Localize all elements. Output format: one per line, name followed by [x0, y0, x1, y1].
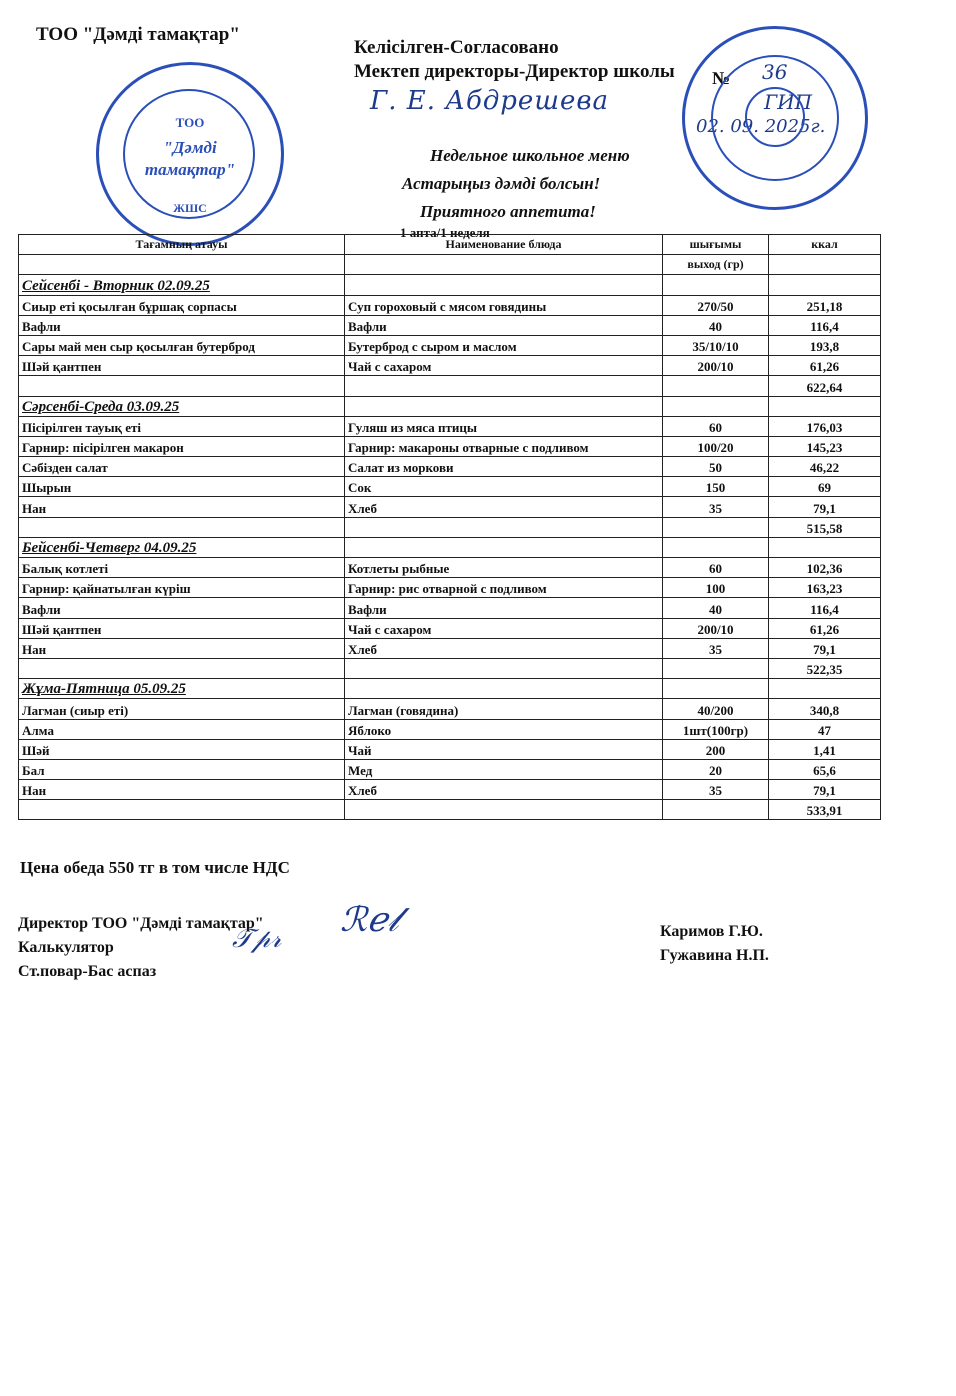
dish-kcal: 79,1 [769, 497, 881, 517]
header-kcal: ккал [769, 235, 881, 255]
role-director: Директор ТОО "Дәмді тамақтар" [18, 915, 264, 932]
empty-cell [663, 679, 769, 699]
director-signature: ℛℯ𝓁 [340, 900, 399, 940]
dish-kcal: 46,22 [769, 457, 881, 477]
empty-cell [345, 679, 663, 699]
seal-emblem-icon [745, 87, 805, 147]
handwritten-date: 02. 09. 2025г. [696, 116, 826, 137]
empty-cell [663, 537, 769, 557]
handwritten-doc: ГИП [764, 90, 813, 114]
day-header-row [19, 679, 881, 699]
dish-portion: 100 [663, 578, 769, 598]
school-director-signature: Г. Е. Абдрешева [370, 86, 609, 116]
handwritten-number: 36 [762, 60, 788, 84]
empty-cell [345, 396, 663, 416]
dish-name-kz: Вафли [19, 315, 345, 335]
day-total-row [19, 658, 881, 678]
dish-name-kz: Шырын [19, 477, 345, 497]
empty-cell [663, 275, 769, 295]
table-row [19, 436, 881, 456]
name-director: Каримов Г.Ю. [660, 923, 763, 940]
dish-portion: 40/200 [663, 699, 769, 719]
empty-cell [769, 537, 881, 557]
dish-name-ru: Хлеб [345, 638, 663, 658]
dish-portion: 100/20 [663, 436, 769, 456]
day-total-kcal: 515,58 [769, 517, 881, 537]
approval-number-label: № [712, 68, 731, 88]
day-total-kcal: 622,64 [769, 376, 881, 396]
dish-name-ru: Гарнир: макароны отварные с подливом [345, 436, 663, 456]
dish-portion: 35/10/10 [663, 335, 769, 355]
empty-cell [345, 376, 663, 396]
week-label: 1 апта/1 неделя [400, 225, 490, 240]
dish-portion: 40 [663, 598, 769, 618]
dish-kcal: 79,1 [769, 638, 881, 658]
menu-wish-kz: Астарыңыз дәмді болсын! [402, 174, 601, 193]
table-row [19, 638, 881, 658]
dish-name-kz: Нан [19, 780, 345, 800]
dish-name-kz: Балық котлеті [19, 558, 345, 578]
empty-cell [345, 517, 663, 537]
dish-name-kz: Шәй қантпен [19, 618, 345, 638]
empty-cell [663, 376, 769, 396]
dish-name-ru: Суп гороховый с мясом говядины [345, 295, 663, 315]
menu-table-body [19, 235, 881, 820]
dish-name-ru: Хлеб [345, 497, 663, 517]
dish-name-kz: Вафли [19, 598, 345, 618]
dish-name-kz: Шәй [19, 739, 345, 759]
dish-kcal: 1,41 [769, 739, 881, 759]
lunch-price: Цена обеда 550 тг в том числе НДС [20, 858, 290, 877]
table-row [19, 759, 881, 779]
approval-block [354, 36, 675, 84]
calculator-signature: 𝒯𝓅𝓇 [232, 924, 282, 954]
empty-cell [663, 800, 769, 820]
dish-name-ru: Чай с сахаром [345, 356, 663, 376]
stamp-top-text: ТОО [175, 115, 205, 130]
dish-kcal: 102,36 [769, 558, 881, 578]
dish-portion: 150 [663, 477, 769, 497]
table-row [19, 578, 881, 598]
table-row [19, 295, 881, 315]
empty-cell [19, 517, 345, 537]
dish-name-kz: Лагман (сиыр еті) [19, 699, 345, 719]
company-name: ТОО "Дәмді тамақтар" [36, 24, 240, 45]
school-seal-stamp [682, 26, 868, 210]
table-row [19, 598, 881, 618]
dish-kcal: 176,03 [769, 416, 881, 436]
empty-cell [345, 800, 663, 820]
dish-portion: 50 [663, 457, 769, 477]
header-name-ru: Наименование блюда [345, 235, 663, 255]
dish-portion: 35 [663, 638, 769, 658]
dish-portion: 200/10 [663, 356, 769, 376]
dish-kcal: 116,4 [769, 315, 881, 335]
dish-kcal: 116,4 [769, 598, 881, 618]
empty-cell [769, 679, 881, 699]
dish-name-ru: Салат из моркови [345, 457, 663, 477]
empty-cell [663, 396, 769, 416]
dish-portion: 270/50 [663, 295, 769, 315]
dish-kcal: 47 [769, 719, 881, 739]
dish-kcal: 193,8 [769, 335, 881, 355]
dish-name-kz: Нан [19, 638, 345, 658]
day-title: Жұма-Пятница 05.09.25 [19, 679, 345, 699]
dish-name-kz: Пісірілген тауық еті [19, 416, 345, 436]
dish-name-kz: Сәбізден салат [19, 457, 345, 477]
dish-name-ru: Вафли [345, 315, 663, 335]
dish-name-ru: Бутерброд с сыром и маслом [345, 335, 663, 355]
menu-title-ru: Недельное школьное меню [430, 146, 630, 165]
table-row [19, 315, 881, 335]
table-row [19, 477, 881, 497]
signature-names [660, 920, 769, 968]
table-row [19, 356, 881, 376]
day-title: Сейсенбі - Вторник 02.09.25 [19, 275, 345, 295]
header-name-kz: Тағамның атауы [19, 235, 345, 255]
empty-cell [345, 537, 663, 557]
dish-name-kz: Гарнир: қайнатылған күріш [19, 578, 345, 598]
table-row [19, 739, 881, 759]
day-header-row [19, 275, 881, 295]
dish-kcal: 145,23 [769, 436, 881, 456]
empty-cell [19, 376, 345, 396]
empty-cell [19, 658, 345, 678]
dish-name-ru: Котлеты рыбные [345, 558, 663, 578]
dish-name-ru: Мед [345, 759, 663, 779]
dish-kcal: 65,6 [769, 759, 881, 779]
dish-kcal: 251,18 [769, 295, 881, 315]
day-total-row [19, 800, 881, 820]
day-total-row [19, 376, 881, 396]
dish-kcal: 61,26 [769, 618, 881, 638]
stamp-name [99, 137, 281, 181]
empty-cell [769, 275, 881, 295]
dish-name-ru: Чай [345, 739, 663, 759]
approval-director: Мектеп директоры-Директор школы [354, 61, 675, 82]
menu-wish-ru: Приятного аппетита! [420, 202, 596, 221]
dish-kcal: 61,26 [769, 356, 881, 376]
dish-name-kz: Бал [19, 759, 345, 779]
table-row [19, 618, 881, 638]
dish-kcal: 340,8 [769, 699, 881, 719]
role-chef: Ст.повар-Бас аспаз [18, 963, 157, 980]
dish-name-ru: Хлеб [345, 780, 663, 800]
empty-cell [19, 800, 345, 820]
day-header-row [19, 537, 881, 557]
day-total-kcal: 533,91 [769, 800, 881, 820]
table-header-row [19, 235, 881, 255]
dish-name-ru: Яблоко [345, 719, 663, 739]
table-subheader-row [19, 255, 881, 275]
empty-cell [663, 517, 769, 537]
table-row [19, 780, 881, 800]
dish-portion: 200 [663, 739, 769, 759]
dish-portion: 20 [663, 759, 769, 779]
stamp-name-line1: "Дәмді [163, 138, 217, 157]
dish-name-kz: Шәй қантпен [19, 356, 345, 376]
table-row [19, 719, 881, 739]
day-header-row [19, 396, 881, 416]
signature-roles [18, 912, 264, 984]
table-row [19, 558, 881, 578]
day-title: Бейсенбі-Четверг 04.09.25 [19, 537, 345, 557]
stamp-name-line2: тамақтар" [144, 160, 236, 179]
name-calculator: Гужавина Н.П. [660, 947, 769, 964]
dish-name-ru: Гуляш из мяса птицы [345, 416, 663, 436]
menu-table [18, 234, 881, 820]
dish-portion: 60 [663, 416, 769, 436]
table-row [19, 416, 881, 436]
empty-cell [345, 658, 663, 678]
dish-portion: 1шт(100гр) [663, 719, 769, 739]
dish-name-ru: Лагман (говядина) [345, 699, 663, 719]
dish-kcal: 163,23 [769, 578, 881, 598]
dish-portion: 200/10 [663, 618, 769, 638]
dish-portion: 35 [663, 780, 769, 800]
dish-portion: 60 [663, 558, 769, 578]
dish-name-kz: Сары май мен сыр қосылған бутерброд [19, 335, 345, 355]
table-row [19, 497, 881, 517]
dish-name-kz: Гарнир: пісірілген макарон [19, 436, 345, 456]
table-row [19, 457, 881, 477]
day-total-row [19, 517, 881, 537]
day-title: Сәрсенбі-Среда 03.09.25 [19, 396, 345, 416]
dish-name-kz: Нан [19, 497, 345, 517]
dish-kcal: 79,1 [769, 780, 881, 800]
header-yield-kz: шығымы [663, 235, 769, 255]
company-stamp [96, 62, 284, 246]
table-row [19, 699, 881, 719]
dish-name-kz: Алма [19, 719, 345, 739]
dish-name-ru: Чай с сахаром [345, 618, 663, 638]
dish-portion: 35 [663, 497, 769, 517]
dish-name-kz: Сиыр еті қосылған бұршақ сорпасы [19, 295, 345, 315]
empty-cell [345, 275, 663, 295]
role-calculator: Калькулятор [18, 939, 114, 956]
day-total-kcal: 522,35 [769, 658, 881, 678]
dish-name-ru: Гарнир: рис отварной с подливом [345, 578, 663, 598]
empty-cell [769, 396, 881, 416]
dish-name-ru: Вафли [345, 598, 663, 618]
header-yield-ru: выход (гр) [663, 255, 769, 275]
dish-kcal: 69 [769, 477, 881, 497]
dish-portion: 40 [663, 315, 769, 335]
table-row [19, 335, 881, 355]
approval-title: Келісілген-Согласовано [354, 37, 559, 58]
empty-cell [663, 658, 769, 678]
dish-name-ru: Сок [345, 477, 663, 497]
stamp-bottom-text: ЖШС [173, 201, 207, 215]
